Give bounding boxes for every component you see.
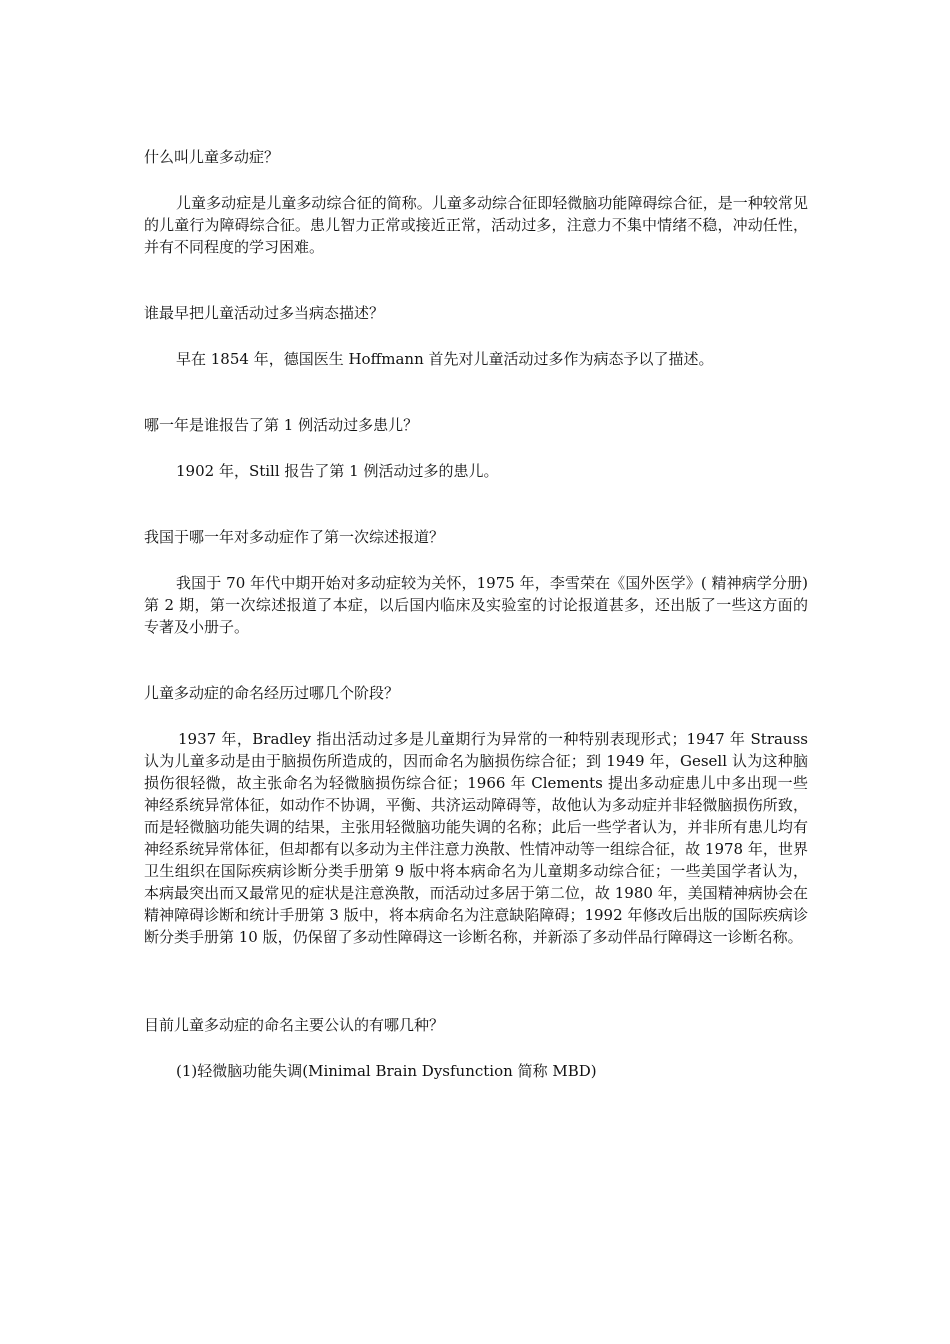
question-heading: 哪一年是谁报告了第 1 例活动过多患儿？ [144,416,419,434]
answer-paragraph: 1937 年，Bradley 指出活动过多是儿童期行为异常的一种特别表现形式；1947 年 Strauss 认为儿童多动是由于脑损伤所造成的，因而命名为脑损伤综合征；到 1949 年，Gesell 认为这种脑损伤很轻微，故主张命名为轻微脑损伤综合征；1966 年 Clements 提出多动症患儿中多出现一些神经系统异常体征，如动作不协调，平衡、共济运动障碍等，故他认为多动症并非轻微脑损伤所致，而是轻微脑功能失调的结果，主张用轻微脑功能失调的名称；此后一些学者认为，并非所有患儿均有神经系统异常体征，但却都有以多动为主伴注意力涣散、性情冲动等一组综合征，故 1978 年，世界卫生组织在国际疾病诊断分类手册第 9 版中将本病命名为儿童期多动综合征；一些美国学者认为，本病最突出而又最常见的症状是注意涣散，而活动过多居于第二位，故 1980 年，美国精神病协会在精神障碍诊断和统计手册第 3 版中，将本病命名为注意缺陷障碍；1992 年修改后出版的国际疾病诊断分类手册第 10 版，仍保留了多动性障碍这一诊断名称，并新添了多动伴品行障碍这一诊断名称。 [144,730,808,946]
question-heading: 儿童多动症的命名经历过哪几个阶段？ [144,684,400,702]
answer-paragraph: 儿童多动症是儿童多动综合征的简称。儿童多动综合征即轻微脑功能障碍综合征，是一种较常见的儿童行为障碍综合征。患儿智力正常或接近正常，活动过多，注意力不集中情绪不稳，冲动任性，并有不同程度的学习困难。 [144,194,808,256]
answer-paragraph: (1)轻微脑功能失调(Minimal Brain Dysfunction 简称 MBD) [176,1062,597,1080]
answer-paragraph: 我国于 70 年代中期开始对多动症较为关怀，1975 年，李雪荣在《国外医学》( 精神病学分册) 第 2 期，第一次综述报道了本症，以后国内临床及实验室的讨论报道甚多，还出版了一些这方面的专著及小册子。 [144,574,808,636]
document-page [144,146,808,1082]
answer-paragraph: 早在 1854 年，德国医生 Hoffmann 首先对儿童活动过多作为病态予以了描述。 [176,350,714,368]
question-heading: 谁最早把儿童活动过多当病态描述？ [144,304,385,322]
section-definition [144,146,808,258]
section-china-report [144,526,808,638]
section-current-names [144,1014,808,1082]
question-heading: 我国于哪一年对多动症作了第一次综述报道？ [144,528,445,546]
question-heading: 目前儿童多动症的命名主要公认的有哪几种？ [144,1016,445,1034]
question-heading: 什么叫儿童多动症？ [144,148,280,166]
answer-paragraph: 1902 年，Still 报告了第 1 例活动过多的患儿。 [176,462,499,480]
section-naming-history [144,682,808,948]
section-first-case [144,414,808,482]
section-earliest-description [144,302,808,370]
